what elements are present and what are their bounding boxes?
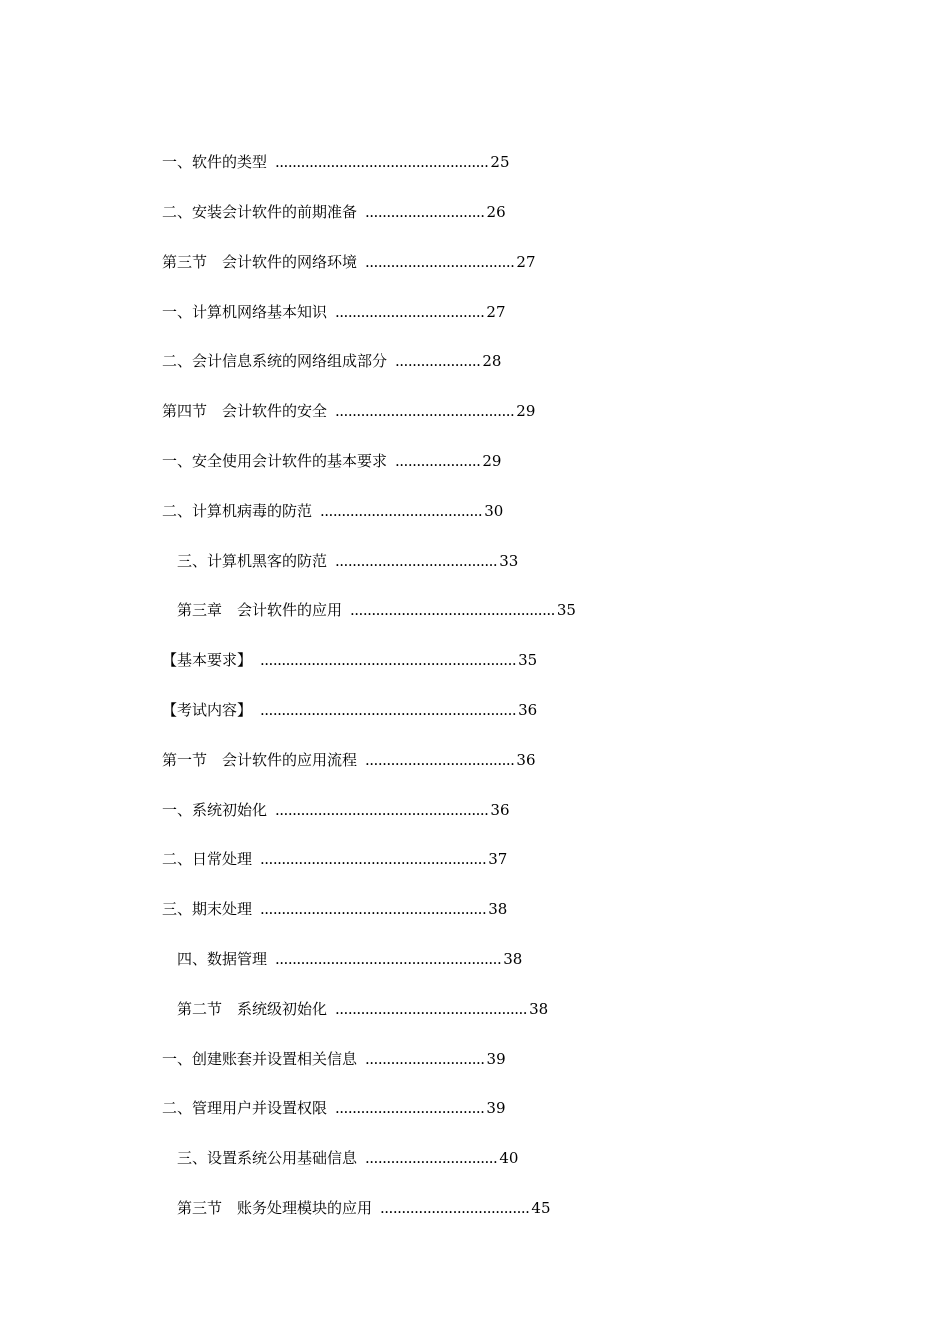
toc-entry[interactable] bbox=[162, 698, 537, 722]
toc-entry-title: 二、安装会计软件的前期准备 bbox=[162, 203, 358, 221]
toc-entry-page: 25 bbox=[490, 153, 510, 171]
toc-entry-page: 30 bbox=[484, 502, 504, 520]
toc-entry-title: 第四节 会计软件的安全 bbox=[162, 402, 328, 420]
toc-entry-title: 二、管理用户并设置权限 bbox=[162, 1099, 328, 1117]
toc-entry-leader: ................................... bbox=[335, 1099, 485, 1117]
toc-entry-title: 一、软件的类型 bbox=[162, 153, 268, 171]
toc-entry-title: 一、创建账套并设置相关信息 bbox=[162, 1050, 358, 1068]
toc-entry-title: 第三节 账务处理模块的应用 bbox=[177, 1199, 373, 1217]
toc-entry-page: 37 bbox=[488, 850, 508, 868]
toc-entry[interactable] bbox=[177, 598, 576, 622]
toc-entry-leader: ............................ bbox=[365, 203, 485, 221]
toc-entry[interactable] bbox=[177, 1196, 551, 1220]
toc-entry[interactable] bbox=[162, 150, 510, 174]
toc-entry-page: 39 bbox=[486, 1099, 506, 1117]
toc-entry-leader: .......................................... bbox=[335, 402, 515, 420]
toc-entry-leader: ................................................ bbox=[350, 601, 555, 619]
toc-entry-leader: ................................... bbox=[380, 1199, 530, 1217]
toc-entry[interactable] bbox=[162, 300, 506, 324]
toc-entry-page: 27 bbox=[516, 253, 536, 271]
toc-entry-title: 第二节 系统级初始化 bbox=[177, 1000, 328, 1018]
toc-entry-title: 【考试内容】 bbox=[162, 701, 253, 719]
toc-entry-page: 36 bbox=[490, 801, 510, 819]
toc-entry[interactable] bbox=[177, 1146, 518, 1170]
toc-entry-leader: ................................... bbox=[335, 303, 485, 321]
toc-entry[interactable] bbox=[162, 1047, 506, 1071]
toc-entry-title: 第三节 会计软件的网络环境 bbox=[162, 253, 358, 271]
toc-entry[interactable] bbox=[162, 200, 506, 224]
toc-entry-page: 33 bbox=[499, 552, 519, 570]
toc-entry-leader: ............................ bbox=[365, 1050, 485, 1068]
toc-entry-page: 29 bbox=[516, 402, 536, 420]
toc-entry[interactable] bbox=[162, 897, 507, 921]
toc-entry[interactable] bbox=[177, 549, 518, 573]
toc-entry-leader: ..................................................... bbox=[260, 850, 487, 868]
toc-entry-page: 28 bbox=[482, 352, 502, 370]
toc-entry[interactable] bbox=[162, 748, 536, 772]
toc-entry-title: 二、日常处理 bbox=[162, 850, 253, 868]
toc-entry-page: 36 bbox=[518, 701, 538, 719]
toc-entry-page: 39 bbox=[486, 1050, 506, 1068]
toc-entry[interactable] bbox=[162, 1096, 506, 1120]
toc-entry[interactable] bbox=[162, 648, 537, 672]
toc-entry-leader: ...................................... bbox=[335, 552, 498, 570]
toc-entry[interactable] bbox=[162, 499, 503, 523]
toc-entry-leader: .................................................. bbox=[275, 153, 489, 171]
toc-entry-page: 38 bbox=[488, 900, 508, 918]
toc-entry-leader: ...................................... bbox=[320, 502, 483, 520]
toc-entry-title: 一、计算机网络基本知识 bbox=[162, 303, 328, 321]
toc-entry-title: 第三章 会计软件的应用 bbox=[177, 601, 343, 619]
toc-entry-title: 第一节 会计软件的应用流程 bbox=[162, 751, 358, 769]
toc-entry[interactable] bbox=[162, 349, 501, 373]
toc-entry[interactable] bbox=[162, 847, 507, 871]
toc-entry-leader: .................... bbox=[395, 352, 481, 370]
toc-entry-page: 35 bbox=[518, 651, 538, 669]
toc-entry[interactable] bbox=[162, 449, 501, 473]
toc-entry-title: 三、计算机黑客的防范 bbox=[177, 552, 328, 570]
toc-entry[interactable] bbox=[177, 947, 522, 971]
toc-entry-title: 【基本要求】 bbox=[162, 651, 253, 669]
toc-entry-title: 三、期末处理 bbox=[162, 900, 253, 918]
toc-entry-page: 38 bbox=[503, 950, 523, 968]
toc-entry-leader: ............................... bbox=[365, 1149, 498, 1167]
toc-entry-page: 38 bbox=[529, 1000, 549, 1018]
toc-entry[interactable] bbox=[162, 399, 535, 423]
toc-entry-leader: ............................................................ bbox=[260, 651, 517, 669]
toc-entry-leader: ............................................................ bbox=[260, 701, 517, 719]
toc-entry-page: 26 bbox=[486, 203, 506, 221]
toc-entry-page: 36 bbox=[516, 751, 536, 769]
toc-entry-page: 45 bbox=[531, 1199, 551, 1217]
toc-entry-page: 35 bbox=[556, 601, 576, 619]
toc-entry-page: 29 bbox=[482, 452, 502, 470]
toc-entry-title: 三、设置系统公用基础信息 bbox=[177, 1149, 358, 1167]
toc-entry-title: 四、数据管理 bbox=[177, 950, 268, 968]
toc-entry-leader: ................................... bbox=[365, 253, 515, 271]
toc-entry-title: 二、计算机病毒的防范 bbox=[162, 502, 313, 520]
toc-entry-title: 一、安全使用会计软件的基本要求 bbox=[162, 452, 388, 470]
toc-entry[interactable] bbox=[162, 798, 510, 822]
toc-entry-page: 40 bbox=[499, 1149, 519, 1167]
toc-entry-leader: .................... bbox=[395, 452, 481, 470]
toc-entry-title: 二、会计信息系统的网络组成部分 bbox=[162, 352, 388, 370]
toc-entry-page: 27 bbox=[486, 303, 506, 321]
toc-entry-title: 一、系统初始化 bbox=[162, 801, 268, 819]
toc-entry-leader: ................................... bbox=[365, 751, 515, 769]
toc-entry[interactable] bbox=[177, 997, 548, 1021]
toc-entry-leader: ............................................. bbox=[335, 1000, 528, 1018]
toc-entry[interactable] bbox=[162, 250, 536, 274]
toc-entry-leader: .................................................. bbox=[275, 801, 489, 819]
toc-entry-leader: ..................................................... bbox=[275, 950, 502, 968]
toc-entry-leader: ..................................................... bbox=[260, 900, 487, 918]
